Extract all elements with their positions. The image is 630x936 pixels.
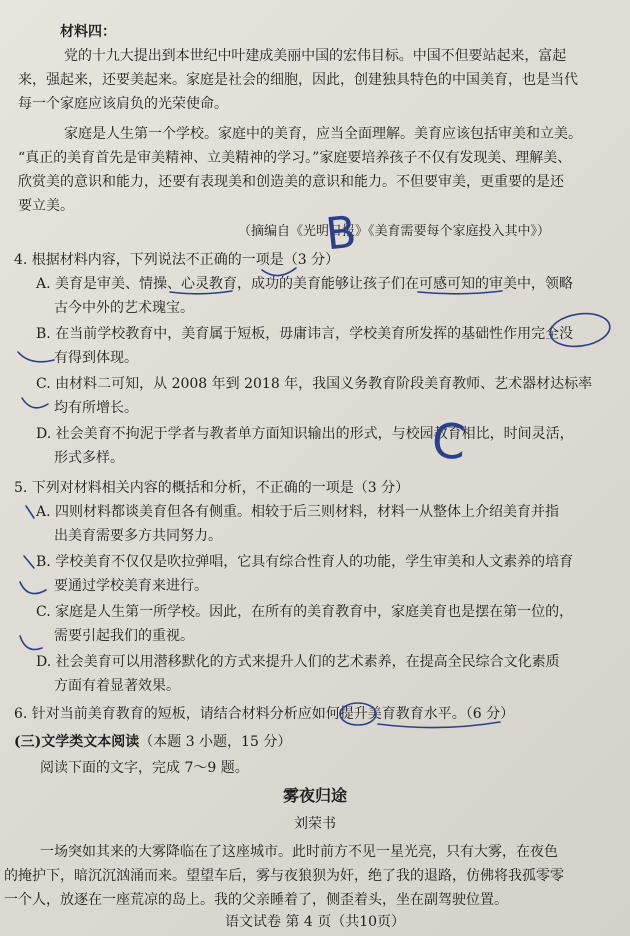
q4-option-b-line1: B. 在当前学校教育中，美育属于短板，毋庸讳言，学校美育所发挥的基础性作用完全没 (36, 326, 574, 342)
handwritten-answer-q5: C (430, 412, 468, 472)
story-p1-line3: 一个人，放逐在一座荒凉的岛上。我的父亲睡着了，侧歪着头，坐在副驾驶位置。 (4, 892, 508, 908)
q4-option-d-line2: 形式多样。 (54, 450, 124, 466)
material4-p1-line1: 党的十九大提出到本世纪中叶建成美丽中国的宏伟目标。中国不但要站起来，富起 (64, 48, 567, 64)
material4-p2-line2: “真正的美育首先是审美精神、立美精神的学习。”家庭要培养孩子不仅有发现美、理解美、 (18, 150, 572, 166)
q5-option-c-line1: C. 家庭是人生第一所学校。因此，在所有的美育教育中，家庭美育也是摆在第一位的， (36, 604, 574, 620)
q4-option-c-line2: 均有所增长。 (54, 400, 138, 416)
material4-p2-line1: 家庭是人生第一个学校。家庭中的美育，应当全面理解。美育应该包括审美和立美。 (64, 126, 582, 142)
q4-option-b-line2: 有得到体现。 (54, 350, 138, 366)
q4-stem: 4. 根据材料内容，下列说法不正确的一项是（3 分） (14, 252, 340, 268)
q6-stem: 6. 针对当前美育教育的短板，请结合材料分析应如何提升美育教育水平。（6 分） (14, 706, 515, 722)
q4-option-a-line1: A. 美育是审美、情操、心灵教育，成功的美育能够让孩子们在可感可知的审美中，领略 (36, 276, 574, 292)
mark-q5-c (20, 582, 46, 594)
q5-option-b-line1: B. 学校美育不仅仅是吹拉弹唱，它具有综合性育人的功能，学生审美和人文素养的培育 (36, 554, 574, 570)
q5-stem: 5. 下列对材料相关内容的概括和分析，不正确的一项是（3 分） (14, 480, 410, 496)
story-p1-line2: 的掩护下，暗沉沉汹涌而来。望望车后，雾与夜狼狈为奸，绝了我的退路，仿佛将我孤零零 (4, 868, 564, 884)
material4-label: 材料四： (60, 24, 116, 40)
q5-option-d-line2: 方面有着显著效果。 (54, 678, 180, 694)
section3-heading (14, 732, 291, 752)
tick-q5-a (26, 506, 34, 518)
q5-option-d-line1: D. 社会美育可以用潜移默化的方式来提升人们的艺术素养，在提高全民综合文化素质 (36, 654, 560, 670)
q5-option-a-line1: A. 四则材料都谈美育但各有侧重。相较于后三则材料，材料一从整体上介绍美育并指 (36, 504, 560, 520)
material4-p1-line3: 每一个家庭应该肩负的光荣使命。 (18, 96, 228, 112)
tick-q5-b (24, 556, 34, 568)
section3-title: (三)文学类文本阅读 (14, 734, 140, 750)
story-p1-line1: 一场突如其来的大雾降临在了这座城市。此时前方不见一星光亮，只有大雾，在夜色 (40, 844, 558, 860)
check-q4-c (18, 352, 54, 362)
mark-q5-d (20, 636, 42, 650)
material4-p1-line2: 来，强起来，还要美起来。家庭是社会的细胞，因此，创建独具特色的中国美育，也是当代 (18, 72, 578, 88)
story-author: 刘荣书 (294, 816, 336, 832)
q4-option-a-line2: 古今中外的艺术瑰宝。 (54, 300, 194, 316)
material4-source: （摘编自《光明日报》《美育需要每个家庭投入其中》） (238, 224, 551, 239)
section3-instruction: 阅读下面的文字，完成 7～9 题。 (40, 760, 249, 776)
q5-option-a-line2: 出美育需要多方共同努力。 (54, 528, 222, 544)
material4-p2-line3: 欣赏美的意识和能力，还要有表现美和创造美的意识和能力。不但要审美，更重要的是还 (18, 174, 564, 190)
q5-option-b-line2: 要通过学校美育来进行。 (54, 578, 208, 594)
q4-option-c-line1: C. 由材料二可知，从 2008 年到 2018 年，我国义务教育阶段美育教师、艺术器材达标率 (36, 376, 593, 392)
page-footer: 语文试卷 第 4 页（共10页） (224, 914, 406, 930)
material4-p2-line4: 要立美。 (18, 198, 74, 214)
check-q4-d (22, 398, 48, 408)
section3-meta: （本题 3 小题，15 分） (139, 734, 292, 750)
story-title: 雾夜归途 (282, 786, 347, 805)
q4-option-d-line1: D. 社会美育不拘泥于学者与教者单方面知识输出的形式，与校园教育相比，时间灵活， (36, 426, 574, 442)
handwritten-answer-q4: B (323, 206, 359, 261)
q5-option-c-line2: 需要引起我们的重视。 (54, 628, 194, 644)
